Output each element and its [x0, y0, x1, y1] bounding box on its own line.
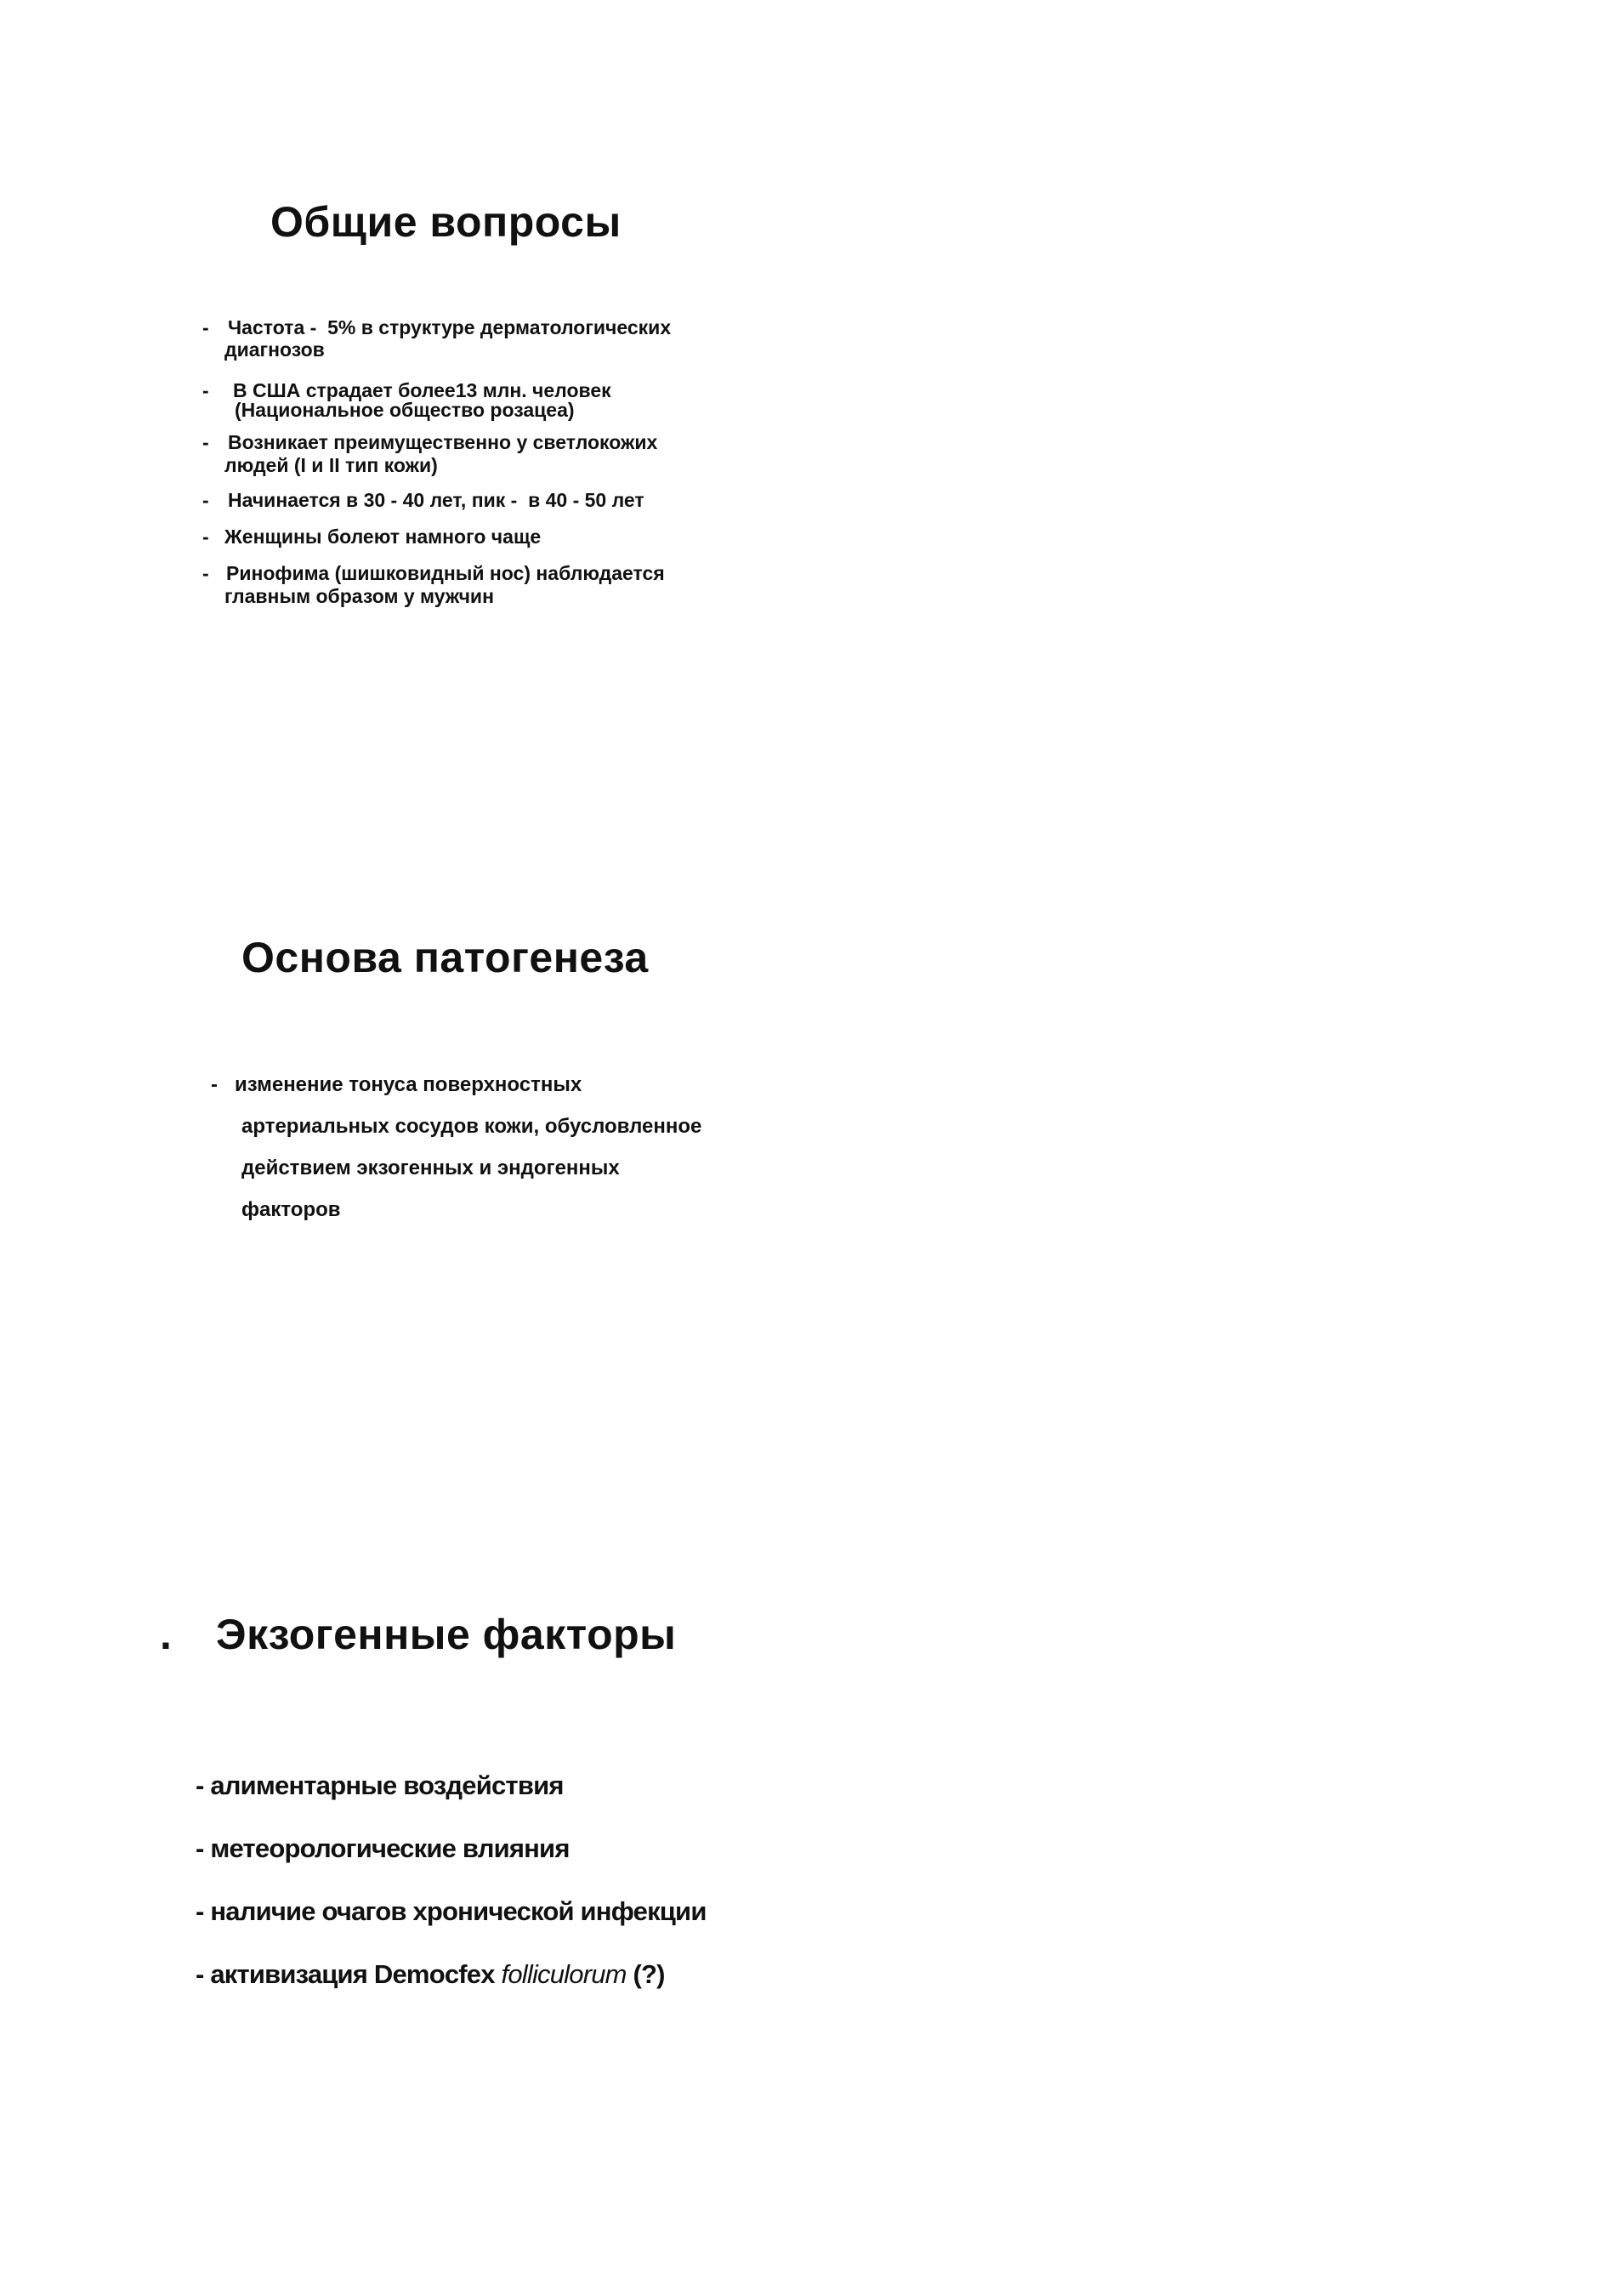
- paragraph-line: действием экзогенных и эндогенных: [241, 1157, 620, 1179]
- section-title-pathogenesis: Основа патогенеза: [241, 934, 649, 981]
- list-item: [202, 379, 747, 427]
- bullet-dash: -: [202, 562, 209, 584]
- list-item-line: В США страдает более13 млн. человек: [233, 379, 611, 401]
- section-marker: .: [160, 1611, 173, 1658]
- list-item-line: Начинается в 30 - 40 лет, пик - в 40 - 50 лет: [228, 489, 644, 511]
- bullet-dash: -: [202, 526, 209, 548]
- bullet-dash: -: [202, 431, 209, 453]
- list-item: [196, 1959, 665, 1990]
- bullet-dash: -: [202, 316, 209, 338]
- list-item-line: Женщины болеют намного чаще: [224, 526, 542, 548]
- bullet-dash: -: [211, 1073, 218, 1096]
- list-item-suffix: (?): [633, 1959, 665, 1989]
- list-item: [202, 526, 747, 551]
- bullet-dash: -: [202, 489, 209, 511]
- paragraph-line: артериальных сосудов кожи, обусловленное: [241, 1115, 702, 1138]
- bullet-dash: -: [202, 379, 209, 401]
- italic-term: folliculorum: [501, 1959, 627, 1989]
- list-item: - наличие очагов хронической инфекции: [196, 1896, 707, 1926]
- list-item-line: главным образом у мужчин: [224, 585, 494, 607]
- list-item: [202, 489, 747, 514]
- list-item: - метеорологические влияния: [196, 1833, 570, 1863]
- list-item-line: Ринофима (шишковидный нос) наблюдается: [226, 562, 665, 584]
- list-item-line: (Национальное общество розацеа): [235, 399, 575, 421]
- list-item-line: Частота - 5% в структуре дерматологических: [228, 316, 672, 338]
- section-title-general: Общие вопросы: [270, 198, 622, 246]
- list-item: [202, 431, 747, 479]
- paragraph-line: изменение тонуса поверхностных: [235, 1073, 582, 1096]
- list-item: - алиментарные воздействия: [196, 1770, 564, 1800]
- list-item-text: - активизация Democfex: [196, 1959, 495, 1989]
- paragraph-line: факторов: [241, 1198, 341, 1221]
- section-title-exogenous: Экзогенные факторы: [216, 1611, 677, 1658]
- list-item: [202, 562, 747, 610]
- list-item-line: людей (I и II тип кожи): [224, 454, 438, 476]
- list-item: [202, 316, 747, 364]
- list-item-line: диагнозов: [224, 338, 325, 361]
- list-item-line: Возникает преимущественно у светлокожих: [228, 431, 658, 453]
